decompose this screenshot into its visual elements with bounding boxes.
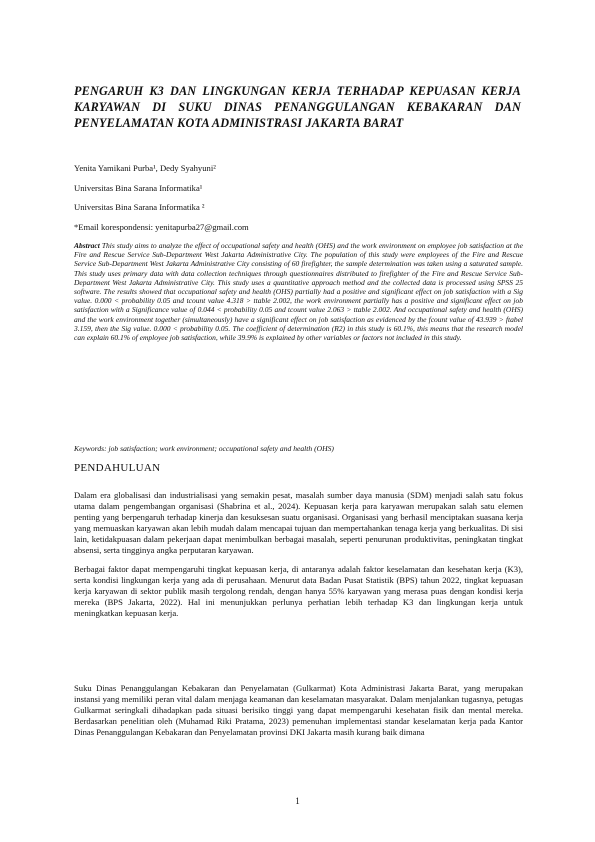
- affiliation-2: Universitas Bina Sarana Informatika ²: [74, 202, 205, 212]
- paper-title: PENGARUH K3 DAN LINGKUNGAN KERJA TERHADAP KEPUASAN KERJA KARYAWAN DI SUKU DINAS PENANGGULANGAN KEBAKARAN DAN PENYELAMATAN KOTA ADMINISTRASI JAKARTA BARAT: [74, 84, 521, 130]
- author-block: [74, 163, 524, 241]
- keywords: Keywords: job satisfaction; work environment; occupational safety and health (OHS): [74, 444, 334, 453]
- section-title: PENDAHULUAN: [74, 462, 161, 474]
- page-number: 1: [295, 796, 300, 806]
- abstract-label: Abstract: [74, 241, 100, 250]
- abstract-text: This study aims to analyze the effect of occupational safety and health (OHS) and the work environment on employee job satisfaction at the Fire and Rescue Service Sub-Department West Jakarta Administrative City. The population of this study were employees of the Fire and Rescue Service Sub-Department West Jakarta Administrative City consisting of 60 firefighter, the sample determination was taken using a saturated sample. This study uses primary data with data collection techniques through questionnaires distributed to firefighter of the Fire and Rescue Service Sub-Department West Jakarta Administrative City. This study uses a quantitative approach method and the collected data is processed using SPSS 25 software. The results showed that occupational safety and health (OHS) partially had a positive and significant effect on job satisfaction with a Sig value. 0.000 < probability 0.05 and tcount value 4.318 > ttable 2.002, the work environment partially has a positive and significant effect on job satisfaction with a Significance value of 0.044 < probability 0.05 and tcount value 2.063 > ttable 2.002. And occupational safety and health (OHS) and the work environment together (simultaneously) have a significant effect on job satisfaction as evidenced by the fcount value of 43.939 > ftabel 3.159, then the Sig value. 0.000 < probability 0.05. The coefficient of determination (R2) in this study is 60.1%, this means that the research model can explain 60.1% of employee job satisfaction, while 39.9% is explained by other variables or factors not included in this study.: [74, 241, 524, 343]
- paragraph-3: Suku Dinas Penanggulangan Kebakaran dan Penyelamatan (Gulkarmat) Kota Administrasi Jakarta Barat, yang merupakan instansi yang memiliki peran vital dalam menjaga keamanan dan keselamatan masyarakat. Dalam menjalankan tugasnya, petugas Gulkarmat seringkali dihadapkan pada situasi berisiko tinggi yang dapat mempengaruhi kesehatan fisik dan mental mereka. Berdasarkan penelitian oleh (Muhamad Riki Pratama, 2023) pemenuhan implementasi standar keselamatan kerja pada Kantor Dinas Penanggulangan Kebakaran dan Penyelamatan provinsi DKI Jakarta masih kurang baik dimana: [74, 683, 523, 738]
- author-names: Yenita Yamikani Purba¹, Dedy Syahyuni²: [74, 163, 216, 173]
- correspondence-email: *Email korespondensi: yenitapurba27@gmail.com: [74, 221, 249, 232]
- paragraph-2: Berbagai faktor dapat mempengaruhi tingkat kepuasan kerja, di antaranya adalah faktor keselamatan dan kesehatan kerja (K3), serta kondisi lingkungan kerja yang ada di perusahaan. Menurut data Badan Pusat Statistik (BPS) tahun 2022, tingkat kepuasan kerja karyawan di sektor publik masih tergolong rendah, dengan hanya 55% karyawan yang merasa puas dengan kondisi kerja mereka (BPS Jakarta, 2022). Hal ini menunjukkan perlunya perhatian lebih terhadap K3 dan lingkungan kerja untuk meningkatkan kepuasan kerja.: [74, 564, 523, 619]
- paragraph-1: Dalam era globalisasi dan industrialisasi yang semakin pesat, masalah sumber daya manusia (SDM) menjadi salah satu fokus utama dalam pengembangan organisasi (Shabrina et al., 2024). Kepuasan kerja para karyawan merupakan salah satu elemen penting yang berpengaruh terhadap kinerja dan kesuksesan suatu organisasi. Organisasi yang berhasil menciptakan suasana kerja yang memuaskan karyawan akan lebih mudah dalam mencapai tujuan dan mempertahankan tenaga kerja yang berkualitas. Di sisi lain, ketidakpuasan dalam pekerjaan dapat menimbulkan berbagai masalah, seperti penurunan produktivitas, peningkatan tingkat absensi, serta tingginya angka perputaran karyawan.: [74, 490, 523, 556]
- abstract: [74, 241, 523, 342]
- affiliation-1: Universitas Bina Sarana Informatika¹: [74, 182, 203, 193]
